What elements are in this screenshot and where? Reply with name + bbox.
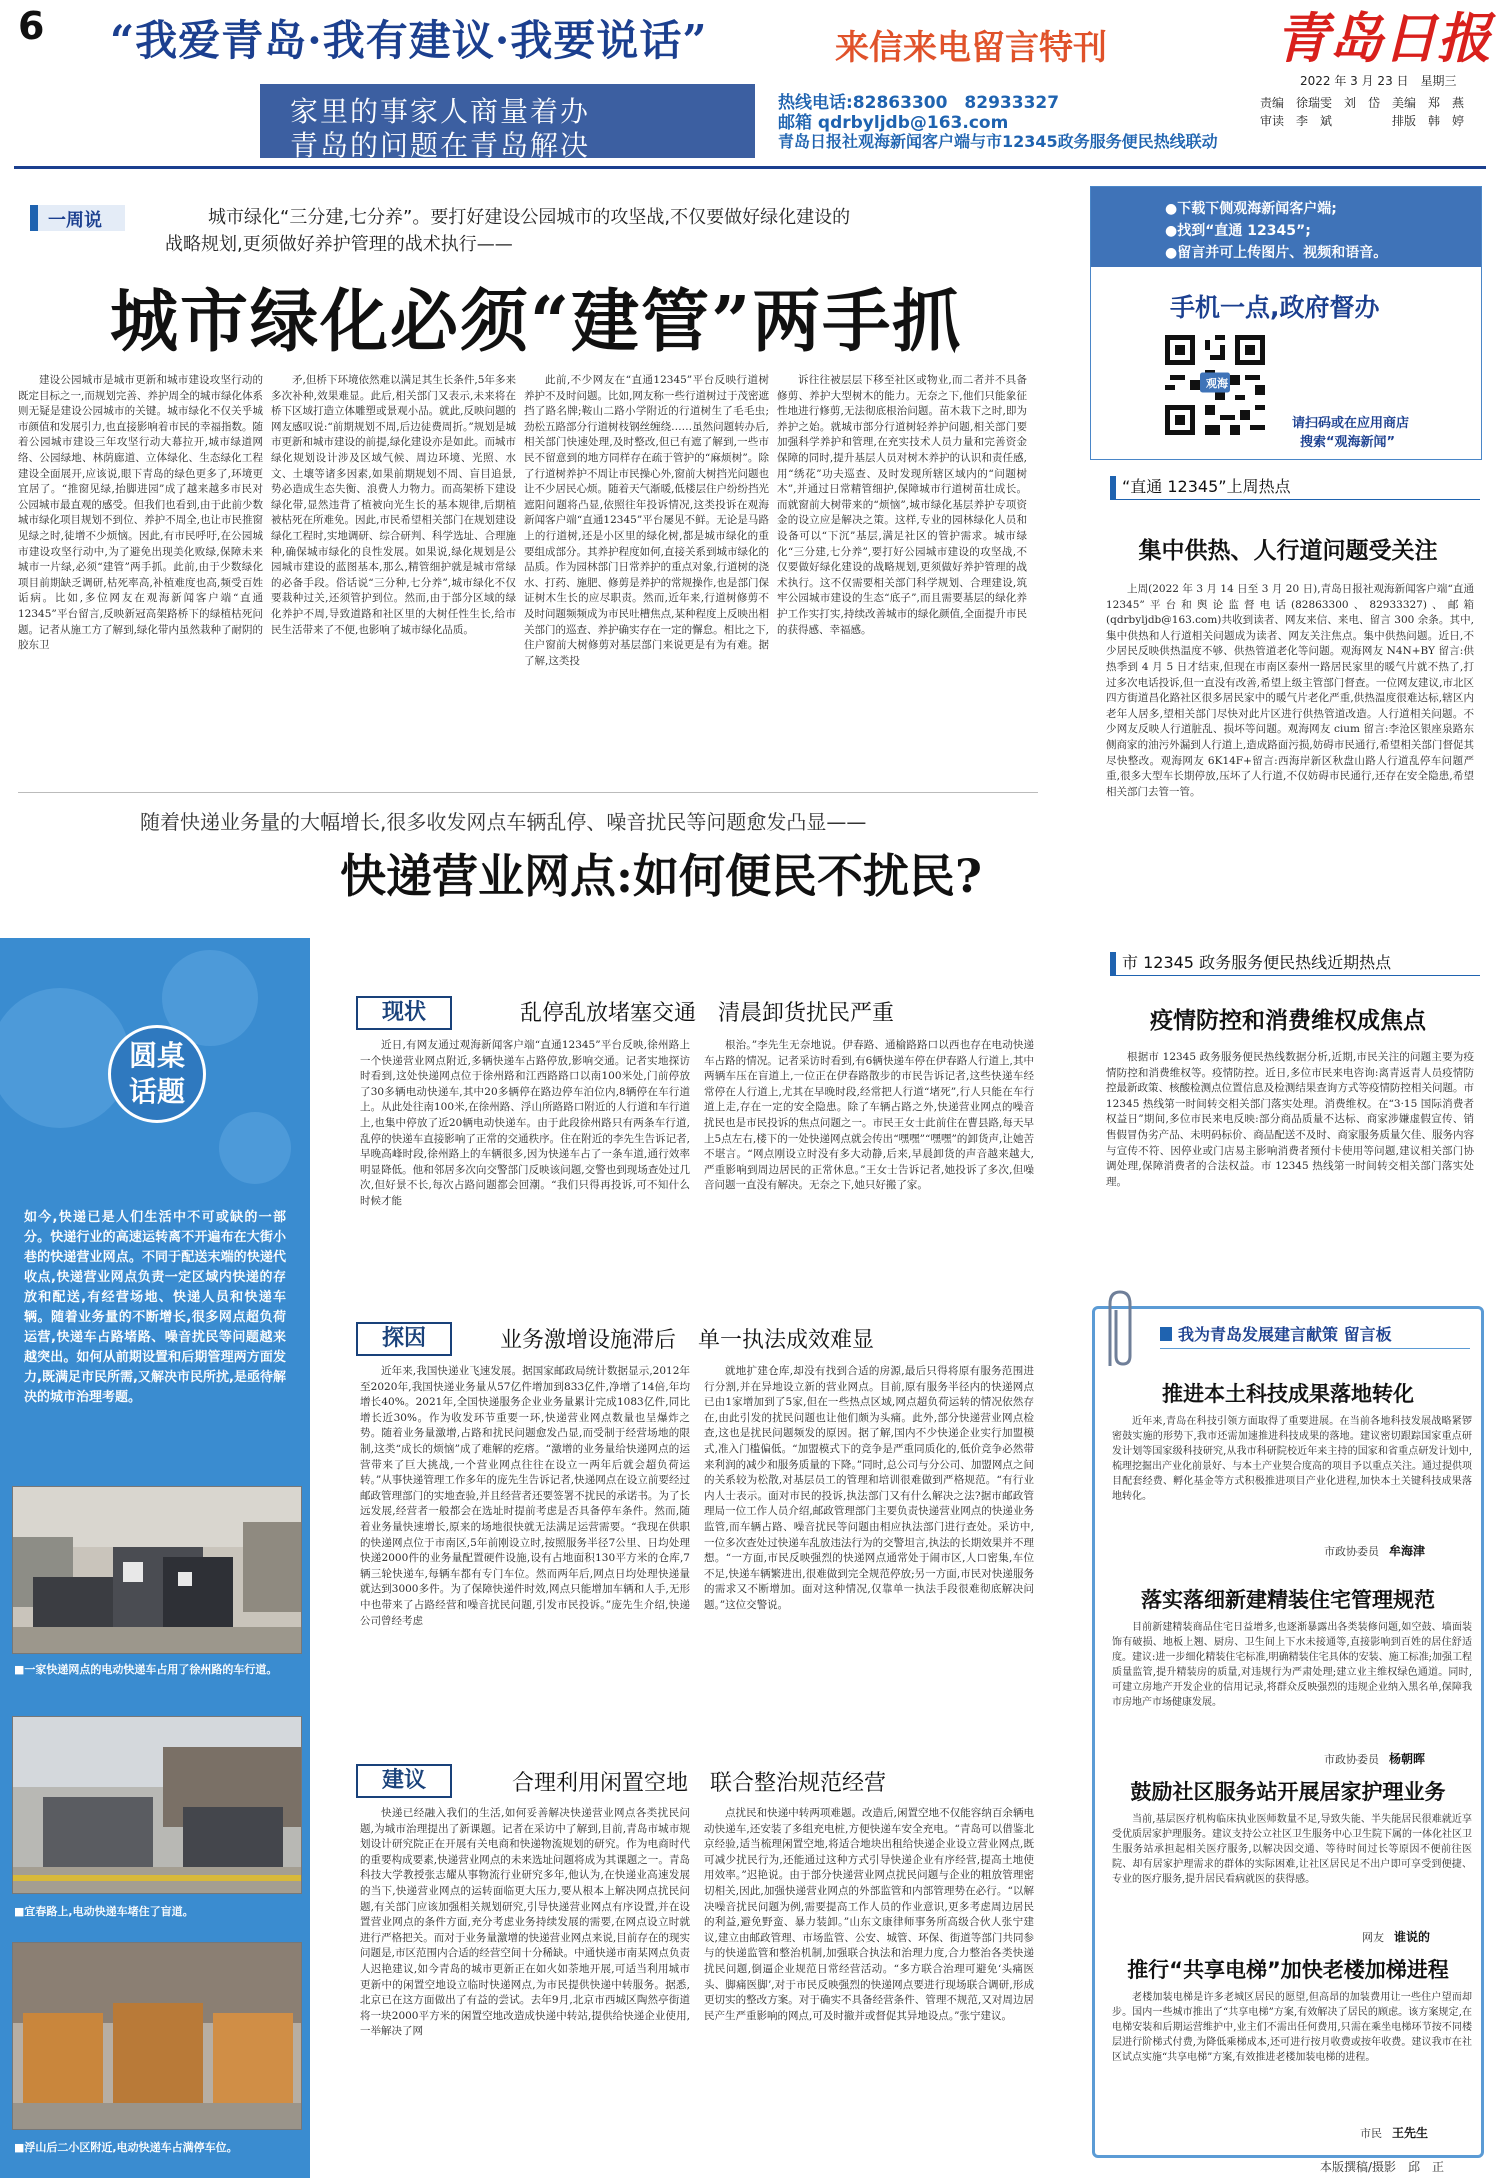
- express-headline: 快递营业网点:如何便民不扰民?: [340, 849, 982, 903]
- page-number: 6: [18, 4, 45, 48]
- photo-fushan-caption: ■浮山后二小区附近,电动快递车占满停车位。: [14, 2141, 238, 2154]
- cause-col-2-text: 就地扩建仓库,却没有找到合适的房源,最后只得将原有服务范围进行分割,并在异地设立新的营业网点。目前,原有服务半径内的快递网点已由1家增加到了5家,但在一些热点区域,网点超负荷运转的情况依然存在,由此引发的扰民问题也让他们颇为头痛。此外,部分快递营业网点检查,这也是扰民问题频发的原因。据了解,国内不少快递企业实行加盟模式,准入门槛偏低。“加盟模式下的竞争是严重同质化的,低价竞争必然带来利润的减少和服务质量的下降。”同时,总公司与分公司、加盟网点之间的关系较为松散,对基层员工的管理和培训很难做到严格规范。“有行业内人士表示。面对市民的投诉,执法部门又有什么解决之法?据市邮政管理局一位工作人员介绍,邮政管理部门主要负责快递营业网点的快递业务监管,而车辆占路、噪音扰民等问题由相应执法部门进行查处。采访中,一位多次查处过快递车乱放违法行为的交警坦言,执法的长期效果并不理想。“一方面,市民反映强烈的快递网点通常处于闹市区,人口密集,车位不足,快递车辆繁进出,很难做到完全规范停放;另一方面,市民对快递服务的需求又不断增加。面对这种情况,仅靠单一执法手段很难彻底解决问题。”这位交警说。: [704, 1365, 1034, 1611]
- editorial-col-2: [271, 373, 516, 783]
- suggestion-subtitle: 合理利用闲置空地 联合整治规范经营: [512, 1771, 887, 1796]
- suggestion-3-body: [1112, 1812, 1472, 1922]
- footer-credit: 本版撰稿/摄影 邱 正: [1320, 2160, 1445, 2174]
- photo-xuzhou-road-image: [13, 1487, 302, 1654]
- suggestion-2-text: 目前新建精装商品住宅日益增多,也逐渐暴露出各类装修问题,如空鼓、墙面装饰有破损、地板上翘、厨房、卫生间上下水未接通等,直接影响到百姓的居住舒适度。建议:进一步细化精装住宅标准,明确精装住宅具体的安装、施工标准;加强工程质量监管,提升精装房的质量,对违规行为严肃处理;建立业主维权绿色通道。同时,可建立房地产开发企业的信用记录,将群众反映强烈的违规企业纳入黑名单,保障我市房地产市场健康发展。: [1112, 1622, 1472, 1708]
- qr-logo-label: 观海: [1206, 377, 1228, 390]
- suggestion-header: 我为青岛发展建言献策 留言板: [1178, 1325, 1392, 1344]
- qr-caption-2: 搜索“观海新闻”: [1300, 435, 1396, 450]
- suggestion-1-body: [1112, 1414, 1472, 1536]
- status-subtitle: 乱停乱放堵塞交通 清晨卸货扰民严重: [520, 1001, 895, 1026]
- banner-title: “我爱青岛·我有建议·我要说话”: [110, 16, 708, 65]
- editorial-col-4-text: 诉往往被层层下移至社区或物业,而二者并不具备修剪、养护大型树木的能力。无奈之下,他们只能象征性地进行修剪,无法彻底根治问题。苗木栽下之时,即为养护之始。就城市部分行道树轻养护问题,相关部门要加强科学养护和管理,在充实技术人员力量和完善资金保障的同时,提升基层人员对树木养护的认识和责任感,用“绣花”功夫巡查、及时发现所辖区域内的“问题树木”,并通过日常精管细护,保障城市行道树苗壮成长。而就窗前大树带来的“烦恼”,城市绿化基层养护专项资金的设立应是解决之策。这样,专业的园林绿化人员和设备可以“下沉”基层,满足社区的管护需求。城市绿化“三分建,七分养”,要打好公园城市建设的攻坚战,不仅要做好绿化建设的战略规划,更须做好养护管理的战术执行。这不仅需要相关部门科学规划、合理建设,筑牢公园城市建设的生态“底子”,而且需要基层的绿化养护工作实打实,持续改善城市的绿化颜值,全面提升市民的获得感、幸福感。: [777, 374, 1027, 636]
- status-col-1: [360, 1038, 690, 1322]
- editorial-col-1-text: 建设公园城市是城市更新和城市建设攻坚行动的既定目标之一,而规划完善、养护周全的城市绿化体系则无疑是建设公园城市的关键。城市绿化不仅关乎城市颜值和发展引力,也直接影响着市民的幸福指数。随着公园城市建设三年攻坚行动大幕拉开,城市绿道网络、公园绿地、林荫廊道、立体绿化、生态绿化工程建设全面展开,应该说,眼下青岛的绿色更多了,环境更宜居了。“推窗见绿,抬脚进园”成了越来越多市民对公园城市最直观的感受。但我们也看到,由于此前少数城市绿化项目规划不到位、养护不周全,也让市民推窗见绿之时,徒增不少烦恼。因此,有市民呼吁,在公园城市建设攻坚行动中,为了避免出现美化败绿,保障未来城市一片绿,必须“建管”两手抓。此前,由于少数绿化项目前期缺乏调研,枯死率高,补植难度也高,频受百姓诟病。比如,多位网友在观海新闻客户端“直通12345”平台留言,反映新冠高架路桥下的绿植枯死问题。记者从施工方了解到,绿化带内虽然栽种了耐阴的胶东卫: [18, 374, 263, 652]
- status-col-2: [704, 1038, 1034, 1322]
- header-rule: [14, 166, 1486, 169]
- advice-col-2: [704, 1806, 1034, 2148]
- suggestion-4-author: 王先生: [1392, 2126, 1429, 2140]
- advice-col-1-text: 快递已经融入我们的生活,如何妥善解决快递营业网点各类扰民问题,为城市治理提出了新课题。记者在采访中了解到,目前,青岛市城市规划设计研究院正在开展有关电商和快递物流规划的研究。作为电商时代的重要构成要素,快递营业网点的未来选址问题将成为其课题之一。青岛科技大学教授张志耀从事物流行业研究多年,他认为,在快递业高速发展的当下,快递营业网点的运转面临更大压力,要从根本上解决网点扰民问题,有关部门应该加强相关规划研究,引导快递营业网点有序设置,并在设置营业网点的条件方面,充分考虑业务持续发展的需要,在网点设立时就进行严格把关。而对于业务量激增的快递营业网点来说,目前存在的现实问题是,市区范围内合适的经营空间十分稀缺。中通快递市南某网点负责人迟艳建议,如今青岛的城市更新正在如火如荼地开展,可适当利用城市更新中的闲置空地设立临时快递网点,为市民提供快递中转服务。据悉,北京已在这方面做出了有益的尝试。去年9月,北京市西城区陶然亭街道将一块2000平方米的闲置空地改造成快递中转站,提供给快递企业使用,一举解决了网: [360, 1807, 690, 2038]
- promo-step-3: ●留言并可上传图片、视频和语音。: [1165, 245, 1388, 261]
- editorial-tag-label: 一周说: [48, 210, 102, 231]
- editorial-lead-2: 战略规划,更须做好养护管理的战术执行——: [165, 234, 513, 255]
- express-lead: 随着快递业务量的大幅增长,很多收发网点车辆乱停、噪音扰民等问题愈发凸显——: [140, 810, 867, 834]
- issue-date: 2022 年 3 月 23 日 星期三: [1300, 74, 1457, 88]
- suggestion-4-text: 老楼加装电梯是许多老城区居民的愿望,但高昂的加装费用让一些住户望而却步。国内一些城市推出了“共享电梯”方案,有效解决了居民的顾虑。该方案规定,在电梯安装和后期运营维护中,业主们不需出任何费用,只需在乘坐电梯环节按不同楼层进行阶梯式付费,为降低乘梯成本,还可进行按月收费或按年收费。建议我市在社区试点实施“共享电梯”方案,有效推进老楼加装电梯的进程。: [1112, 1992, 1472, 2063]
- promo-step-2: ●找到“直通 12345”;: [1165, 223, 1311, 239]
- masthead-logo: 青岛日报: [1275, 6, 1491, 70]
- suggestion-2-body: [1112, 1620, 1472, 1744]
- cause-col-2: [704, 1364, 1034, 1756]
- status-col-2-text: 根治。”李先生无奈地说。伊春路、通榆路路口以西也存在电动快递车占路的情况。记者采访时看到,有6辆快递车停在伊春路人行道上,其中两辆车压在盲道上,一位正在伊春路散步的市民告诉记者,这些快递车经常停在人行道上,尤其在早晚时段,经常把人行道“堵死”,行人只能在车行道上走,存在一定的安全隐患。除了车辆占路之外,快递营业网点的噪音扰民也是市民投诉的焦点问题之一。市民王女士此前住在曹县路,每天早上5点左右,楼下的一处快递网点就会传出“嘿嘿”“嘿嘿”的卸货声,让她苦不堪言。“网点刚设立时没有多大动静,后来,早晨卸货的声音越来越大,严重影响到周边居民的正常休息。”王女士告诉记者,她投诉了多次,但噪音问题一直没有解决。无奈之下,她只好搬了家。: [704, 1039, 1034, 1192]
- weekly-hot-text: 上周(2022 年 3 月 14 日至 3 月 20 日),青岛日报社观海新闻客户端“直通 12345”平台和舆论监督电话(82863300、82933327)、邮箱(qdrbyljdb@163.com)共收到读者、网友来信、来电、留言 300 余条。其中,集中供热和人行道相关问题成为读者、网友关注焦点。集中供热问题。近日,不少居民反映供热温度不够、供热管道老化等问题。观海网友 N4N+BY 留言:供热季到 4 月 5 日才结束,但现在市南区泰州一路居民家里的暖气片就不热了,打过多次电话投诉,但一直没有改善,希望上级主管部门督查。一位网友建议,市北区四方街道昌化路社区很多居民家中的暖气片老化严重,供热温度很难达标,辖区内老年人居多,望相关部门尽快对此片区进行供热管道改造。人行道相关问题。不少网友反映人行道脏乱、损坏等问题。观海网友 cium 留言:李沧区银座泉路东侧商家的油污外漏到人行道上,造成路面污损,妨碍市民通行,希望相关部门督促其尽快整改。观海网友 6K14F+留言:西海岸新区秋盘山路人行道乱停车问题严重,很多大型车长期停放,压坏了人行道,不仅妨碍市民通行,还存在安全隐患,希望相关部门去管一管。: [1106, 583, 1474, 798]
- suggestion-1-role: 市政协委员: [1324, 1545, 1379, 1558]
- suggestion-3-author: 谁说的: [1394, 1930, 1431, 1944]
- suggestion-2-signature: [1324, 1750, 1425, 1767]
- editorial-divider: [18, 792, 1038, 793]
- roundtable-label: 圆桌 话题: [128, 1039, 185, 1108]
- hotline-text: 根据市 12345 政务服务便民热线数据分析,近期,市民关注的问题主要为疫情防控和消费维权等。疫情防控。近日,多位市民来电咨询:离青返青人员疫情防控最新政策、核酸检测点位置信息及检测结果查询方式等疫情防控相关问题。市 12345 热线第一时间转交相关部门落实处理。消费维权。在“3·15 国际消费者权益日”期间,多位市民来电反映:部分商品质量不达标、商家涉嫌虚假宣传、销售假冒伪劣产品、未明码标价、商品配送不及时、商家服务质量欠佳、服务内容与宣传不符、因停业或门店易主影响消费者预付卡使用等问题,建议相关部门协调处理,保障消费者的合法权益。市 12345 热线第一时间转交相关部门落实处理。: [1106, 1051, 1474, 1188]
- suggestion-4-role: 市民: [1360, 2127, 1382, 2140]
- weekly-hot-bar: “直通 12345”上周热点: [1110, 476, 1480, 500]
- suggestion-2-author: 杨朝晖: [1389, 1752, 1426, 1766]
- editorial-lead-1: 城市绿化“三分建,七分养”。要打好建设公园城市的攻坚战,不仅要做好绿化建设的: [208, 207, 851, 228]
- suggestion-tag: 建议: [356, 1764, 452, 1798]
- hotline-title: 疫情防控和消费维权成焦点: [1150, 1008, 1426, 1034]
- suggestion-1-text: 近年来,青岛在科技引领方面取得了重要进展。在当前各地科技发展战略紧锣密鼓实施的形势下,我市还需加速推进科技成果的落地。建议密切跟踪国家重点研发计划等国家级科技研究,从我市科研院校近年来主持的国家和省重点研发计划中,梳理挖掘出产业化前景好、与本土产业契合度高的项目予以重点关注。通过提供项目配套经费、孵化基金等方式积极推进项目产业化进程,加快本土关键科技成果落地转化。: [1112, 1416, 1472, 1502]
- status-col-1-text: 近日,有网友通过观海新闻客户端“直通12345”平台反映,徐州路上一个快递营业网点附近,多辆快递车占路停放,影响交通。记者实地探访时看到,这处快递网点位于徐州路和江西路路口以南100米处,门前停放了30多辆电动快递车,其中20多辆停在路边停车泊位内,8辆停在车行道上。从此处往南100米,在徐州路、浮山所路路口附近的人行道和车行道上,也集中停放了近20辆电动快递车。由于此段徐州路只有两条车行道,乱停的快递车直接影响了正常的交通秩序。住在附近的李先生告诉记者,早晚高峰时段,徐州路上的车辆很多,因为快递车占了一条车道,通行效率明显降低。他和邻居多次向交警部门反映该问题,交警也到现场查处过几次,但好景不长,每次占路问题都会回潮。“我们只得再投诉,可不知什么时候才能: [360, 1039, 690, 1207]
- platform-line: 青岛日报社观海新闻客户端与市12345政务服务便民热线联动: [778, 132, 1218, 151]
- suggestion-header-mark: [1160, 1327, 1172, 1341]
- suggestion-header-rule: [1160, 1348, 1470, 1349]
- photo-xuzhou-caption: ■一家快递网点的电动快递车占用了徐州路的车行道。: [14, 1663, 278, 1676]
- staff-row-1: 责编 徐瑞雯 刘 岱 美编 郑 燕: [1260, 96, 1465, 110]
- advice-col-2-text: 点扰民和快递中转两项难题。改造后,闲置空地不仅能容纳百余辆电动快递车,还安装了多组充电桩,方便快递车安全充电。“青岛可以借鉴北京经验,适当梳理闲置空地,将适合地块出租给快递企业设立营业网点,既可减少扰民行为,还能通过这种方式引导快递企业有序经营,提高土地使用效率。”迟艳说。由于部分快递营业网点扰民问题与企业的粗放管理密切相关,因此,加强快递营业网点的外部监管和内部管理势在必行。“以解决噪音扰民问题为例,需要提高工作人员的作业意识,更多考虑周边居民的利益,避免野蛮、暴力装卸。”山东文康律师事务所高级合伙人张宁建议,建立由邮政管理、市场监管、公安、城管、环保、街道等部门共同参与的快递监管和整治机制,加强联合执法和治理力度,合力整治各类快递扰民问题,倒逼企业规范日常经营活动。“多方联合治理可避免‘头痛医头、脚痛医脚’,对于市民反映强烈的快递网点要进行现场联合调研,形成更切实的整改方案。对于确实不具备经营条件、管理不规范,又对周边居民产生严重影响的网点,可及时撤并或督促其异地设点。”张宁建议。: [704, 1807, 1034, 2022]
- suggestion-3-signature: [1362, 1928, 1430, 1945]
- editorial-col-3-text: 此前,不少网友在“直通12345”平台反映行道树养护不及时问题。比如,网友称一些行道树过于茂密遮挡了路名牌;鞍山二路小学附近的行道树生了毛毛虫;劲松五路部分行道树枝钢丝缠绕……虽然问题转办后,相关部门快速处理,及时整改,但已有遮了解到,一些市民不留意到的地方同样存在疏于管护的“麻烦树”。除了行道树养护不周让市民操心外,窗前大树挡光问题也让不少居民心烦。随着天气渐暖,低楼层住户纷纷挡光遮阳问题将凸显,依照往年投诉情况,这类投诉在观海新闻客户端“直通12345”平台屡见不鲜。无论是马路上的行道树,还是小区里的绿化树,都是城市绿化的重要组成部分。其养护程度如何,直接关系到城市绿化的品质。作为园林部门日常养护的重点对象,行道树的浇水、打药、施肥、修剪是养护的常规操作,也是部门保证树木生长的应尽职责。然而,近年来,行道树修剪不及时问题频频成为市民吐槽焦点,某种程度上反映出相关部门的巡查、养护确实存在一定的懈怠。相比之下,住户窗前大树修剪对基层部门来说更是有为有难。据了解,这类投: [524, 374, 769, 667]
- weekly-hot-title: 集中供热、人行道问题受关注: [1138, 538, 1438, 564]
- editorial-headline: 城市绿化必须“建管”两手抓: [110, 282, 963, 362]
- advice-col-1: [360, 1806, 690, 2148]
- cause-tag: 探因: [356, 1322, 452, 1356]
- photo-fushan-area-image: [13, 1943, 302, 2130]
- status-tag: 现状: [356, 996, 452, 1030]
- photo-yichun-road-image: [13, 1717, 302, 1894]
- hotline: 热线电话:82863300 82933327: [778, 93, 1060, 113]
- banner-subtitle: 来信来电留言特刊: [835, 28, 1107, 68]
- editorial-col-1: [18, 373, 263, 783]
- suggestion-1-title: 推进本土科技成果落地转化: [1162, 1382, 1414, 1406]
- suggestion-4-title: 推行“共享电梯”加快老楼加梯进程: [1127, 1958, 1449, 1982]
- photo-yichun-caption: ■宜春路上,电动快递车堵住了盲道。: [14, 1905, 194, 1918]
- suggestion-4-signature: [1360, 2124, 1428, 2141]
- cause-col-1: [360, 1364, 690, 1756]
- cause-col-1-text: 近年来,我国快递业飞速发展。据国家邮政局统计数据显示,2012年至2020年,我国快递业务量从57亿件增加到833亿件,净增了14倍,年均增长40%。2021年,全国快递服务企业业务量累计完成1083亿件,同比增长近30%。作为收发环节重要一环,快递营业网点数量也呈爆炸之势。随着业务量激增,占路和扰民问题愈发凸显,而受制于经营场地的限制,这类“成长的烦恼”成了难解的疙瘩。“激增的业务量给快递网点的运营带来了巨大挑战,一个营业网点往往在设立一两年后就会超负荷运转。”从事快递管理工作多年的庞先生告诉记者,快递网点在设立前要经过邮政管理部门的实地查验,并且经营者还要签署不扰民的承诺书。为了长远发展,经营者一般都会在选址时提前考虑是否具备停车条件。然而,随着业务量快速增长,原来的场地很快就无法满足运营需要。“我现在供职的快递网点位于市南区,5年前刚设立时,按照服务半径7公里、日均处理快递2000件的业务量配置硬件设施,设有占地面积130平方米的仓库,7辆三轮快递车,每辆车都有专门车位。然而两年后,网点日均处理快递量就达到3000多件。为了保障快递件时效,网点只能增加车辆和人手,无形中也带来了占路经营和噪音扰民问题,引发市民投诉。”庞先生介绍,快递公司曾经考虑: [360, 1365, 690, 1627]
- hotline-bar: 市 12345 政务服务便民热线近期热点: [1110, 952, 1480, 976]
- sidebar-text: 如今,快递已是人们生活中不可或缺的一部分。快递行业的高速运转离不开遍布在大街小巷的快递营业网点。不同于配送末端的快递代收点,快递营业网点负责一定区域内快递的存放和配送,有经营场地、快递人员和快递车辆。随着业务量的不断增长,很多网点超负荷运营,快递车占路堵路、噪音扰民等问题越来越突出。如何从前期设置和后期管理两方面发力,既满足市民所需,又解决市民所扰,是亟待解决的城市治理考题。: [24, 1210, 286, 1405]
- cause-subtitle: 业务激增设施滞后 单一执法成效难显: [500, 1328, 875, 1353]
- qr-caption-1: 请扫码或在应用商店: [1292, 416, 1410, 431]
- editorial-col-2-text: 矛,但桥下环境依然难以满足其生长条件,5年多来多次补种,效果难显。此后,相关部门又表示,未来将在桥下区域打造立体雕塑或景观小品。就此,反映问题的网友感叹说:“前期规划不周,后边徒费周折。”规划是城市更新和城市建设的前提,绿化建设亦是如此。而城市绿化规划设计涉及区域气候、周边环境、光照、水文、土壤等诸多因素,如果前期规划不周、盲目追景,势必造成生态失衡、浪费人力物力。而高架桥下建设绿化带,显然违背了植被向光生长的基本规律,后期植被枯死在所难免。因此,市民希望相关部门在规划建设绿化工程时,实地调研、综合研判、科学选址、合理施种,确保城市绿化的良性发展。如果说,绿化规划是公园城市建设的蓝图基本,那么,精管细护就是城市常绿的必备手段。俗话说“三分种,七分养”,城市绿化不仅要栽种过关,还须管护到位。然而,由于部分区域的绿化养护不周,导致道路和社区里的大树任性生长,给市民生活带来了不便,也影响了城市绿化品质。: [271, 374, 516, 636]
- photo-xuzhou-road: [12, 1486, 302, 1654]
- staff-row-2: 审读 李 斌 排版 韩 婷: [1260, 114, 1465, 128]
- photo-fushan-area: [12, 1942, 302, 2130]
- paperclip-icon: [1090, 1286, 1150, 1376]
- promo-step-1: ●下载下侧观海新闻客户端;: [1165, 201, 1337, 217]
- slogan-line-2: 青岛的问题在青岛解决: [290, 129, 591, 162]
- photo-yichun-road: [12, 1716, 302, 1894]
- promo-title: 手机一点,政府督办: [1170, 293, 1380, 322]
- suggestion-1-author: 牟海津: [1389, 1544, 1426, 1558]
- editorial-col-3: [524, 373, 769, 783]
- weekly-hot-body: [1106, 582, 1474, 904]
- suggestion-1-signature: [1324, 1542, 1425, 1559]
- suggestion-2-role: 市政协委员: [1324, 1753, 1379, 1766]
- suggestion-4-body: [1112, 1990, 1472, 2112]
- suggestion-3-role: 网友: [1362, 1931, 1384, 1944]
- slogan-line-1: 家里的事家人商量着办: [290, 95, 591, 128]
- suggestion-2-title: 落实落细新建精装住宅管理规范: [1141, 1588, 1435, 1612]
- suggestion-3-text: 当前,基层医疗机构临床执业医师数量不足,导致失能、半失能居民很难就近享受优质居家护理服务。建议支持公立社区卫生服务中心卫生院下属的一体化社区卫生服务站承担起相关医疗服务,以解决因交通、等待时间过长等原因不便前往医院、却有居家护理需求的群体的实际困难,让社区居民足不出户即可享受到便捷、专业的医疗服务,提升居民看病就医的获得感。: [1112, 1814, 1472, 1885]
- hotline-body: [1106, 1050, 1474, 1290]
- suggestion-3-title: 鼓励社区服务站开展居家护理业务: [1130, 1780, 1446, 1804]
- email: 邮箱 qdrbyljdb@163.com: [778, 113, 1009, 133]
- editorial-col-4: [777, 373, 1027, 783]
